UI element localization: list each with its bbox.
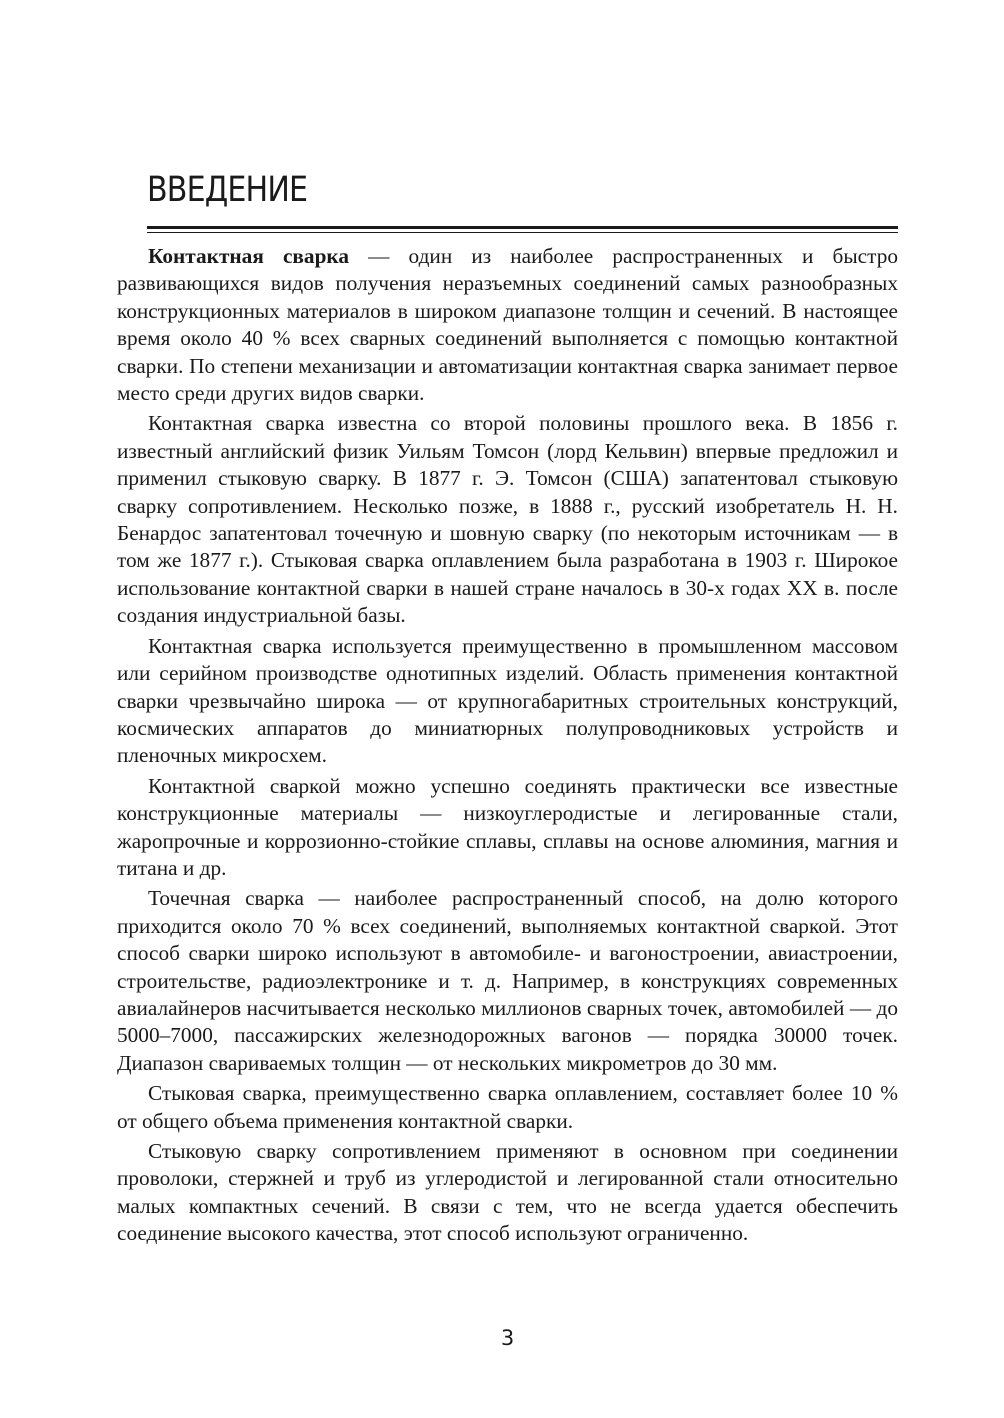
- paragraph-6: Стыковая сварка, преимущественно сварка оплавлением, составляет более 10 % от общего объема применения контактной сварки.: [117, 1081, 898, 1133]
- paragraph-5: Точечная сварка — наиболее распространенный способ, на долю которого приходится около 70 % всех соединений, выполняемых контактной сваркой. Этот способ сварки широко используют в автомобиле- и вагоностроении, авиастроении, строительстве, радиоэлектронике и т. д. Например, в конструкциях современных авиалайнеров насчитывается несколько миллионов сварных точек, автомобилей — до 5000–7000, пассажирских железнодорожных вагонов — порядка 30000 точек. Диапазон свариваемых толщин — от нескольких микрометров до 30 мм.: [117, 886, 898, 1075]
- paragraph-7: Стыковую сварку сопротивлением применяют в основном при соединении проволоки, стержней и труб из углеродистой и легированной стали относительно малых компактных сечений. В связи с тем, что не всегда удается обеспечить соединение высокого качества, этот способ используют ограниченно.: [117, 1139, 898, 1246]
- paragraph-3: Контактная сварка используется преимущественно в промышленном массовом или серийном производстве однотипных изделий. Область применения контактной сварки чрезвычайно широка — от крупногабаритных строительных конструкций, космических аппаратов до миниатюрных полупроводниковых устройств и пленочных микросхем.: [117, 633, 898, 768]
- chapter-title: ВВЕДЕНИЕ: [147, 170, 308, 210]
- paragraph-1: [117, 243, 898, 407]
- paragraph-1-text: — один из наиболее распространенных и быстро развивающихся видов получения неразъемных соединений самых разнообразных конструкционных материалов в широком диапазоне толщин и сечений. В настоящее время около 40 % всех сварных соединений выполняется с помощью контактной сварки. По степени механизации и автоматизации контактная сварка занимает первое место среди других видов сварки.: [117, 244, 898, 406]
- book-page: [117, 0, 898, 1418]
- page-number: 3: [500, 1326, 515, 1350]
- paragraph-2: Контактная сварка известна со второй половины прошлого века. В 1856 г. известный английский физик Уильям Томсон (лорд Кельвин) впервые предложил и применил стыковую сварку. В 1877 г. Э. Томсон (США) запатентовал стыковую сварку сопротивлением. Несколько позже, в 1888 г., русский изобретатель Н. Н. Бенардос запатентовал точечную и шовную сварку (по некоторым источникам — в том же 1877 г.). Стыковая сварка оплавлением была разработана в 1903 г. Широкое использование контактной сварки в нашей стране началось в 30-х годах XX в. после создания индустриальной базы.: [117, 411, 898, 628]
- title-rule-thick: [147, 226, 898, 229]
- body-text: [117, 243, 898, 1248]
- term-contact-welding: Контактная сварка: [148, 244, 350, 268]
- title-rule-thin: [147, 232, 898, 233]
- paragraph-4: Контактной сваркой можно успешно соединять практически все известные конструкционные материалы — низкоуглеродистые и легированные стали, жаропрочные и коррозионно-стойкие сплавы, сплавы на основе алюминия, магния и титана и др.: [117, 773, 898, 880]
